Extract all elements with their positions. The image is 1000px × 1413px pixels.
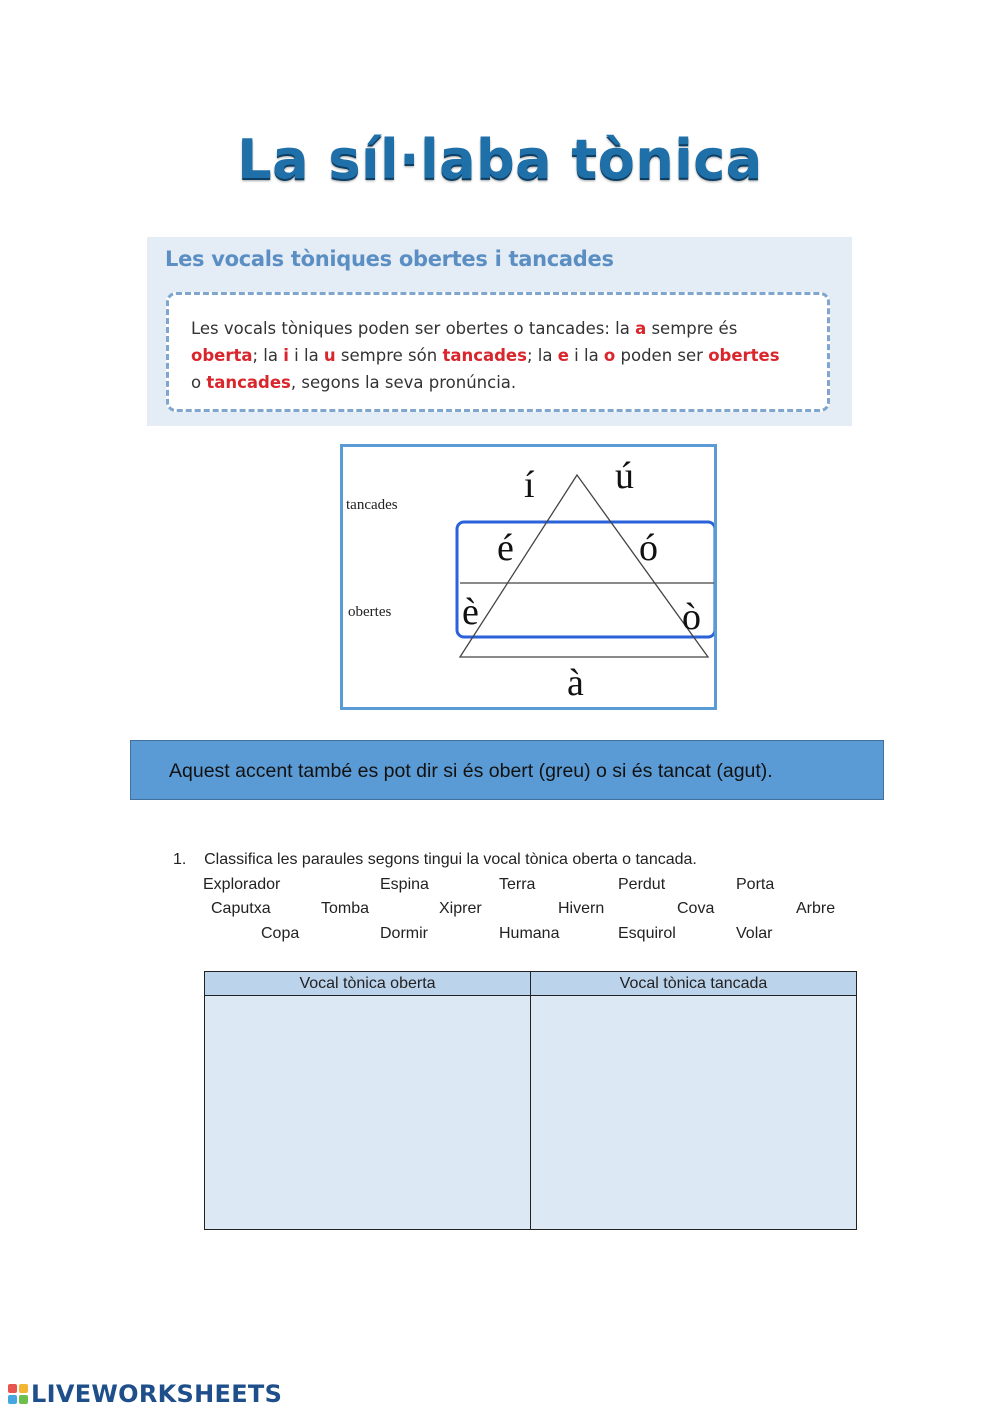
vowel-e-acute: é <box>497 527 514 569</box>
header-open-vowel: Vocal tònica oberta <box>205 972 531 996</box>
brand-name: LIVEWORKSHEETS <box>31 1380 283 1408</box>
highlight-o: o <box>603 346 616 365</box>
word-item: Porta <box>736 876 775 893</box>
drop-zone-open[interactable] <box>205 996 531 1230</box>
vowel-triangle-diagram <box>340 444 717 710</box>
word-item: Dormir <box>380 925 428 942</box>
exercise-text: Classifica les paraules segons tingui la vocal tònica oberta o tancada. <box>204 851 697 868</box>
word-item: Cova <box>677 900 715 917</box>
vowel-a-grave: à <box>567 662 584 704</box>
word-item: Humana <box>499 925 560 942</box>
highlight-tancades: tancades <box>442 346 527 365</box>
info-banner: Aquest accent també es pot dir si és obert (greu) o si és tancat (agut). <box>130 740 884 800</box>
word-item: Esquirol <box>618 925 676 942</box>
vowel-o-acute: ó <box>639 527 658 569</box>
highlight-u: u <box>323 346 336 365</box>
highlight-i: i <box>283 346 289 365</box>
liveworksheets-logo-icon <box>8 1384 28 1404</box>
highlight-oberta: oberta <box>191 346 253 365</box>
drop-zone-closed[interactable] <box>531 996 857 1230</box>
page-title: La síl·laba tònica <box>237 128 763 191</box>
vowel-o-grave: ò <box>682 596 701 638</box>
rule-text-part: , segons la seva pronúncia. <box>290 373 517 392</box>
rule-text-part: sempre són <box>335 346 443 365</box>
word-item: Arbre <box>796 900 836 917</box>
rule-panel <box>147 237 852 426</box>
rule-text-part: sempre és <box>646 319 738 338</box>
exercise-number: 1. <box>173 851 187 868</box>
label-open: obertes <box>348 604 392 620</box>
word-item: Volar <box>736 925 773 942</box>
rule-text-part: ; la <box>526 346 558 365</box>
highlight-e: e <box>557 346 569 365</box>
mid-vowels-frame <box>457 522 714 637</box>
vowel-e-grave: è <box>462 591 479 633</box>
word-item: Copa <box>261 925 300 942</box>
rule-text-part: i la <box>568 346 604 365</box>
word-item: Caputxa <box>211 900 271 917</box>
highlight-a: a <box>635 319 647 338</box>
highlight-tancades-2: tancades <box>206 373 291 392</box>
vowel-triangle-svg <box>343 447 714 707</box>
word-item: Terra <box>499 876 536 893</box>
vowel-u-acute: ú <box>615 455 634 497</box>
table-header-row <box>205 972 857 996</box>
word-item: Perdut <box>618 876 666 893</box>
highlight-obertes: obertes <box>708 346 780 365</box>
rule-text-part: i la <box>288 346 324 365</box>
rule-text-part: ; la <box>252 346 284 365</box>
vowel-i-acute: í <box>524 464 535 506</box>
classification-table <box>204 971 857 1230</box>
header-closed-vowel: Vocal tònica tancada <box>531 972 857 996</box>
word-item: Xiprer <box>439 900 482 917</box>
exercise-instruction <box>173 851 697 869</box>
table-row <box>205 996 857 1230</box>
label-closed: tancades <box>346 497 398 513</box>
word-item: Explorador <box>203 876 281 893</box>
rule-text-part: o <box>191 373 207 392</box>
rule-text <box>166 292 830 412</box>
rule-text-part: Les vocals tòniques poden ser obertes o tancades: la <box>191 319 636 338</box>
footer-brand <box>8 1380 282 1408</box>
word-item: Hivern <box>558 900 605 917</box>
word-item: Espina <box>380 876 429 893</box>
word-item: Tomba <box>321 900 370 917</box>
rule-text-part: poden ser <box>615 346 709 365</box>
rule-heading: Les vocals tòniques obertes i tancades <box>165 247 614 271</box>
